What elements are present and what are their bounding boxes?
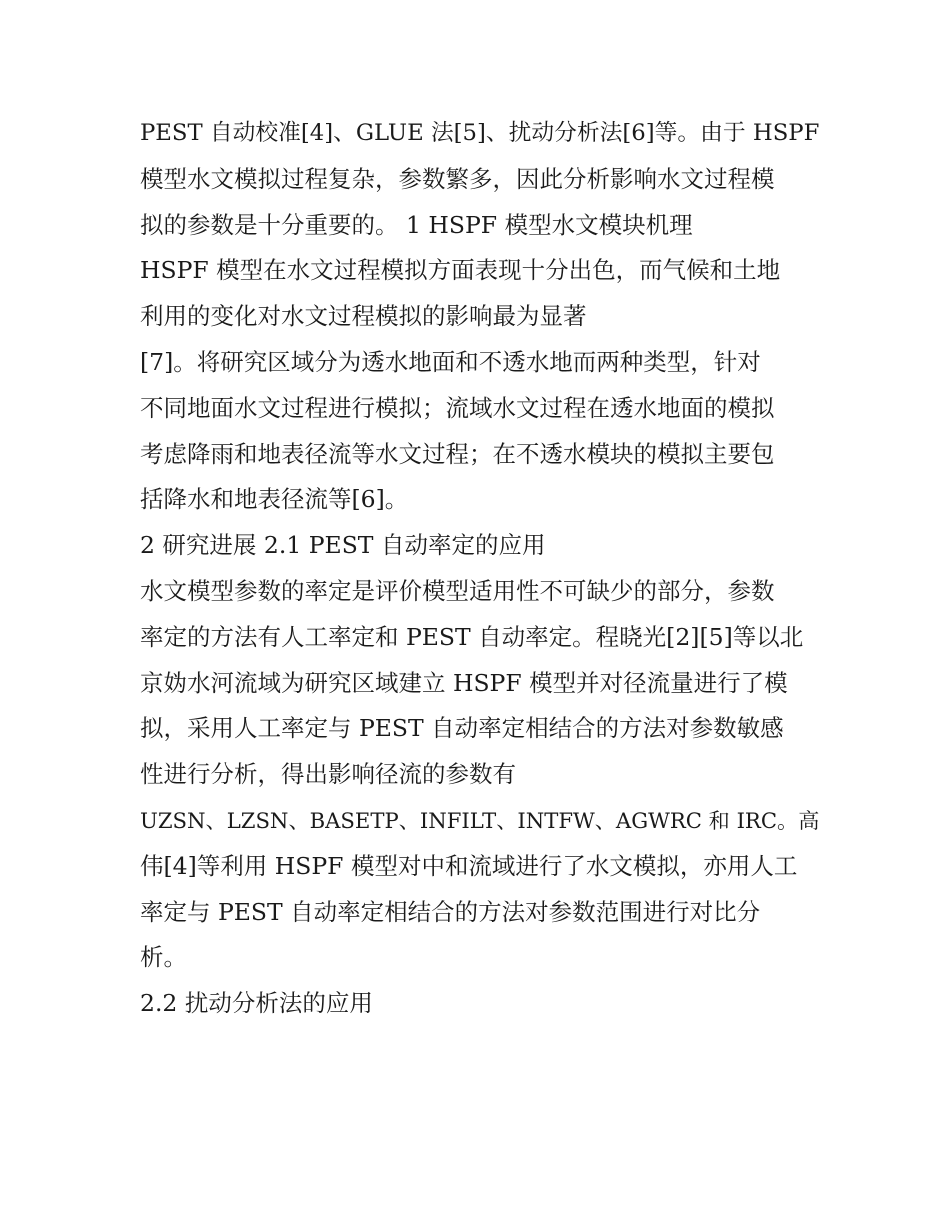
text-line: 不同地面水文过程进行模拟；流域水文过程在透水地面的模拟 bbox=[140, 393, 775, 422]
text-line: 京妫水河流域为研究区域建立 HSPF 模型并对径流量进行了模 bbox=[140, 668, 788, 697]
text-line: 括降水和地表径流等[6]。 bbox=[140, 485, 409, 514]
text-line: 水文模型参数的率定是评价模型适用性不可缺少的部分，参数 bbox=[140, 576, 775, 605]
text-line: UZSN、LZSN、BASETP、INFILT、INTFW、AGWRC 和 IRC。高 bbox=[140, 807, 820, 833]
text-line: PEST 自动校准[4]、GLUE 法[5]、扰动分析法[6]等。由于 HSPF bbox=[140, 120, 820, 146]
text-line: 率定的方法有人工率定和 PEST 自动率定。程晓光[2][5]等以北 bbox=[140, 622, 804, 651]
text-line: 模型水文模拟过程复杂，参数繁多，因此分析影响水文过程模 bbox=[140, 164, 775, 193]
text-line: 拟的参数是十分重要的。 1 HSPF 模型水文模块机理 bbox=[140, 210, 693, 239]
text-line: 性进行分析，得出影响径流的参数有 bbox=[140, 760, 516, 789]
text-line: [7]。将研究区域分为透水地面和不透水地而两种类型，针对 bbox=[140, 347, 761, 376]
text-line: HSPF 模型在水文过程模拟方面表现十分出色，而气候和土地 bbox=[140, 256, 781, 285]
section-heading: 2.2 扰动分析法的应用 bbox=[140, 989, 373, 1018]
body-text bbox=[140, 111, 820, 1027]
text-line: 拟，采用人工率定与 PEST 自动率定相结合的方法对参数敏感 bbox=[140, 714, 784, 743]
section-heading: 2 研究进展 2.1 PEST 自动率定的应用 bbox=[140, 531, 546, 560]
text-line: 利用的变化对水文过程模拟的影响最为显著 bbox=[140, 302, 587, 331]
text-line: 伟[4]等利用 HSPF 模型对中和流域进行了水文模拟，亦用人工 bbox=[140, 851, 798, 880]
text-line: 析。 bbox=[140, 943, 187, 972]
text-line: 考虑降雨和地表径流等水文过程；在不透水模块的模拟主要包 bbox=[140, 439, 775, 468]
text-line: 率定与 PEST 自动率定相结合的方法对参数范围进行对比分 bbox=[140, 897, 761, 926]
